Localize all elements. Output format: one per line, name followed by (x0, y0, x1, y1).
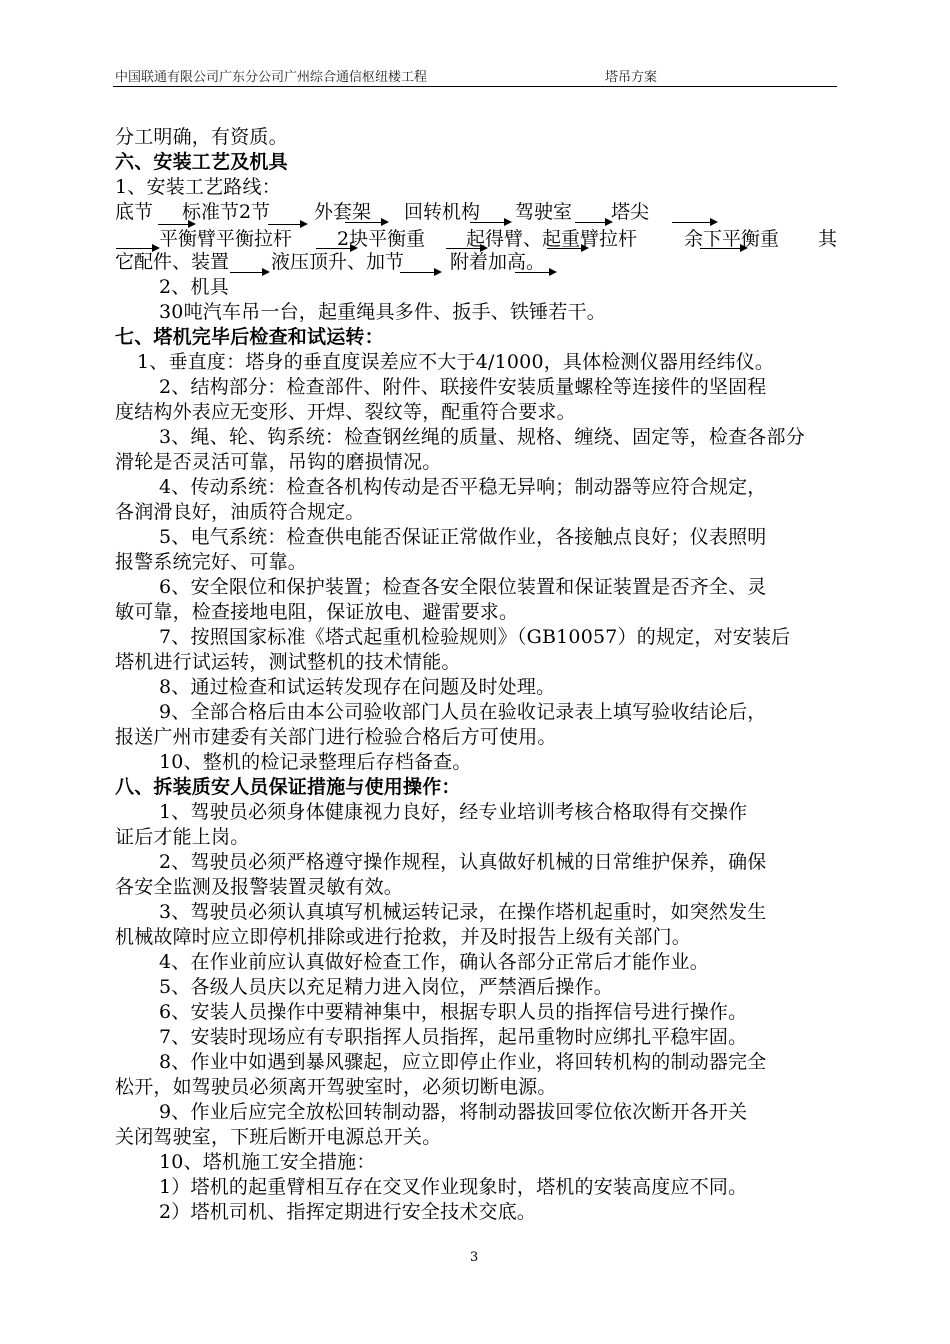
route-step: 外套架 (314, 201, 372, 223)
route-step: 驾驶室 (515, 201, 573, 223)
route-step: 2块平衡重 (337, 228, 426, 250)
section-heading-8: 八、拆装质安人员保证措施与使用操作： (115, 776, 461, 798)
header-right: 塔吊方案 (605, 70, 658, 85)
text-line: 1、驾驶员必须身体健康视力良好，经专业培训考核合格取得有交操作 (159, 801, 748, 823)
route-step: 它配件、装置 (115, 251, 230, 273)
text-line: 6、安装人员操作中要精神集中，根据专职人员的指挥信号进行操作。 (159, 1001, 748, 1023)
route-step: 附着加高。 (450, 251, 546, 273)
arrow-icon (515, 272, 555, 273)
route-step: 回转机构 (404, 201, 481, 223)
text-line: 9、作业后应完全放松回转制动器，将制动器拔回零位依次断开各开关 (159, 1101, 748, 1123)
route-step: 塔尖 (611, 201, 650, 223)
arrow-icon (345, 222, 387, 223)
header-left: 中国联通有限公司广东分公司广州综合通信枢纽楼工程 (115, 70, 428, 85)
text-line: 5、电气系统：检查供电能否保证正常做作业，各接触点良好；仪表照明 (159, 526, 767, 548)
text-line: 2）塔机司机、指挥定期进行安全技术交底。 (159, 1201, 537, 1223)
text-line: 7、按照国家标准《塔式起重机检验规则》（GB10057）的规定，对安装后 (159, 626, 791, 648)
arrow-icon (400, 272, 440, 273)
arrow-icon (470, 222, 510, 223)
arrow-icon (700, 248, 746, 249)
text-line: 4、传动系统：检查各机构传动是否平稳无异响；制动器等应符合规定， (159, 476, 767, 498)
arrow-icon (547, 248, 587, 249)
text-line: 2、驾驶员必须严格遵守操作规程，认真做好机械的日常维护保养，确保 (159, 851, 767, 873)
text-line: 7、安装时现场应有专职指挥人员指挥，起吊重物时应绑扎平稳牢固。 (159, 1026, 748, 1048)
text-line: 1、安装工艺路线： (115, 176, 281, 198)
header-rule (113, 86, 837, 87)
text-line: 关闭驾驶室，下班后断开电源总开关。 (115, 1126, 442, 1148)
text-line: 报送广州市建委有关部门进行检验合格后方可使用。 (115, 726, 557, 748)
text-line: 1）塔机的起重臂相互存在交叉作业现象时，塔机的安装高度应不同。 (159, 1176, 748, 1198)
text-line: 分工明确，有资质。 (115, 126, 288, 148)
text-line: 5、各级人员庆以充足精力进入岗位，严禁酒后操作。 (159, 976, 613, 998)
route-step: 平衡臂平衡拉杆 (159, 228, 293, 250)
arrow-icon (230, 272, 268, 273)
text-line: 报警系统完好、可靠。 (115, 551, 308, 573)
route-step: 起得臂、起重臂拉杆 (466, 228, 638, 250)
text-line: 机械故障时应立即停机排除或进行抢救，并及时报告上级有关部门。 (115, 926, 692, 948)
text-line: 证后才能上岗。 (115, 826, 250, 848)
text-line: 10、整机的检记录整理后存档备查。 (159, 751, 472, 773)
text-line: 3、驾驶员必须认真填写机械运转记录，在操作塔机起重时，如突然发生 (159, 901, 767, 923)
text-line: 3、绳、轮、钩系统：检查钢丝绳的质量、规格、缠绕、固定等，检查各部分 (159, 426, 805, 448)
route-step: 液压顶升、加节 (271, 251, 405, 273)
text-line: 9、全部合格后由本公司验收部门人员在验收记录表上填写验收结论后， (159, 701, 767, 723)
route-step: 余下平衡重 (684, 228, 780, 250)
text-line: 30吨汽车吊一台，起重绳具多件、扳手、铁锤若干。 (159, 301, 606, 323)
text-line: 1、垂直度：塔身的垂直度误差应不大于4/1000，具体检测仪器用经纬仪。 (137, 351, 775, 373)
route-step: 其 (818, 228, 838, 250)
arrow-icon (446, 248, 486, 249)
route-step: 标准节2节 (182, 201, 271, 223)
text-line: 松开，如驾驶员必须离开驾驶室时，必须切断电源。 (115, 1076, 557, 1098)
text-line: 各安全监测及报警装置灵敏有效。 (115, 876, 404, 898)
text-line: 滑轮是否灵活可靠，吊钩的磨损情况。 (115, 451, 442, 473)
arrow-icon (116, 248, 158, 249)
arrow-icon (316, 248, 356, 249)
text-line: 各润滑良好，油质符合规定。 (115, 501, 365, 523)
text-line: 度结构外表应无变形、开焊、裂纹等，配重符合要求。 (115, 401, 576, 423)
page-number: 3 (470, 1250, 479, 1265)
text-line: 2、机具 (159, 276, 229, 298)
text-line: 10、塔机施工安全措施： (159, 1151, 376, 1173)
text-line: 敏可靠，检查接地电阻，保证放电、避雷要求。 (115, 601, 519, 623)
arrow-icon (268, 224, 306, 225)
section-heading-6: 六、安装工艺及机具 (115, 151, 288, 173)
section-heading-7: 七、塔机完毕后检查和试运转： (115, 326, 384, 348)
text-line: 8、通过检查和试运转发现存在问题及时处理。 (159, 676, 556, 698)
route-step: 底节 (115, 201, 154, 223)
arrow-icon (158, 224, 194, 225)
text-line: 4、在作业前应认真做好检查工作，确认各部分正常后才能作业。 (159, 951, 709, 973)
arrow-icon (672, 222, 716, 223)
text-line: 2、结构部分：检查部件、附件、联接件安装质量螺栓等连接件的坚固程 (159, 376, 767, 398)
text-line: 塔机进行试运转，测试整机的技术情能。 (115, 651, 461, 673)
text-line: 6、安全限位和保护装置；检查各安全限位装置和保证装置是否齐全、灵 (159, 576, 767, 598)
arrow-icon (575, 222, 611, 223)
text-line: 8、作业中如遇到暴风骤起，应立即停止作业，将回转机构的制动器完全 (159, 1051, 767, 1073)
